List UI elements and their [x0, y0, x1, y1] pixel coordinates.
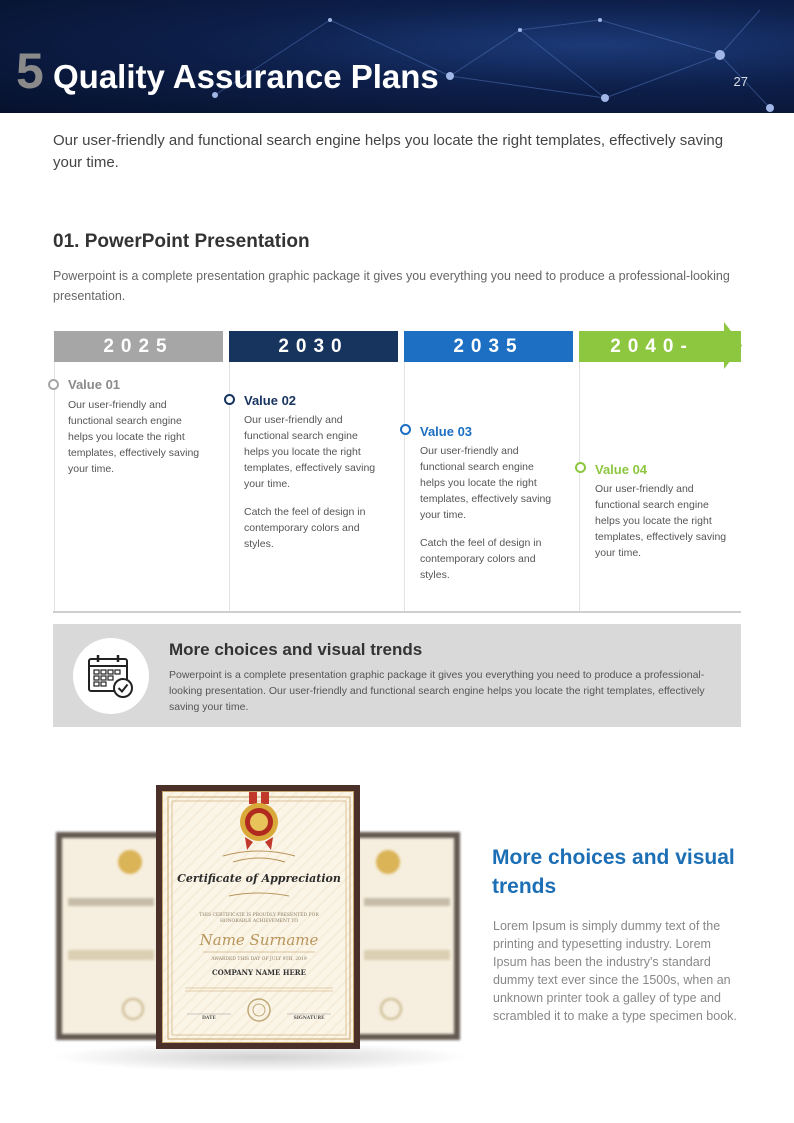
- side-title: More choices and visual trends: [492, 846, 735, 898]
- page-number: 27: [733, 74, 748, 89]
- value-1-title: Value 01: [68, 377, 121, 392]
- certificate-images: [40, 780, 480, 1080]
- timeline-year-3: 2035: [404, 331, 573, 362]
- page-header: [0, 0, 794, 113]
- timeline-marker-icon: [224, 394, 235, 405]
- certificate-right-blurred: [352, 832, 460, 1040]
- timeline-year-1: 2025: [54, 331, 223, 362]
- timeline-marker-icon: [400, 424, 411, 435]
- certificate-date-label: DATE: [202, 1016, 216, 1021]
- side-text: Lorem Ipsum is simply dummy text of the printing and typesetting industry. Lorem Ipsum has been the industry's standard dummy text ever since the 1500s, when an unknown printer took a galley of type and scrambled it to make a type specimen book.: [493, 919, 737, 1023]
- certificate-signature-label: SIGNATURE: [293, 1016, 325, 1021]
- timeline-year-4: 2040-: [579, 331, 741, 362]
- value-1-text: Our user-friendly and functional search engine helps you locate the right templates, effectively saving your time.: [68, 399, 200, 475]
- certificate-title: Certificate of Appreciation: [177, 872, 341, 885]
- section-heading: 01. PowerPoint Presentation: [53, 231, 310, 252]
- certificate-subtitle: THIS CERTIFICATE IS PROUDLY PRESENTED FOR HONORABLE ACHIEVEMENT TO: [199, 913, 319, 924]
- value-4-title: Value 04: [595, 462, 648, 477]
- page-title: Quality Assurance Plans: [53, 58, 439, 95]
- timeline-marker-icon: [48, 379, 59, 390]
- timeline-divider: [54, 362, 55, 611]
- certificate-main: [156, 785, 360, 1049]
- value-2-title: Value 02: [244, 393, 297, 408]
- value-3-title: Value 03: [420, 424, 473, 439]
- calendar-check-icon: [86, 651, 136, 701]
- value-4-text: Our user-friendly and functional search engine helps you locate the right templates, effectively saving your time.: [595, 483, 727, 559]
- section-number: 5: [16, 43, 44, 99]
- certificate-company: COMPANY NAME HERE: [212, 968, 306, 977]
- callout-icon-circle: [73, 638, 149, 714]
- callout-text: Powerpoint is a complete presentation graphic package it gives you everything you need to produce a professional-looking presentation. Our user-friendly and functional search engine helps you locate the right templates, effectively saving your time.: [169, 669, 705, 713]
- certificate-awarded: AWARDED THIS DAY OF JULY 9TH, 2019: [211, 957, 307, 962]
- timeline-baseline: [53, 611, 741, 613]
- timeline-year-2: 2030: [229, 331, 398, 362]
- callout-box: [53, 624, 741, 727]
- certificate-left-blurred: [56, 832, 164, 1040]
- timeline-marker-icon: [575, 462, 586, 473]
- callout-title: More choices and visual trends: [169, 640, 423, 659]
- value-2-text: Our user-friendly and functional search engine helps you locate the right templates, effectively saving your time. Catch the feel of design in contemporary colors and styles.: [244, 414, 376, 550]
- value-3-text: Our user-friendly and functional search engine helps you locate the right templates, effectively saving your time. Catch the feel of design in contemporary colors and styles.: [420, 445, 552, 581]
- intro-paragraph: Our user-friendly and functional search engine helps you locate the right templates, effectively saving your time.: [53, 132, 724, 171]
- certificate-name: Name Surname: [199, 931, 319, 949]
- timeline-divider: [404, 362, 405, 611]
- timeline-arrow-head: [724, 322, 742, 369]
- timeline-divider: [579, 362, 580, 611]
- section-description: Powerpoint is a complete presentation graphic package it gives you everything you need to produce a professional-looking presentation.: [53, 269, 730, 303]
